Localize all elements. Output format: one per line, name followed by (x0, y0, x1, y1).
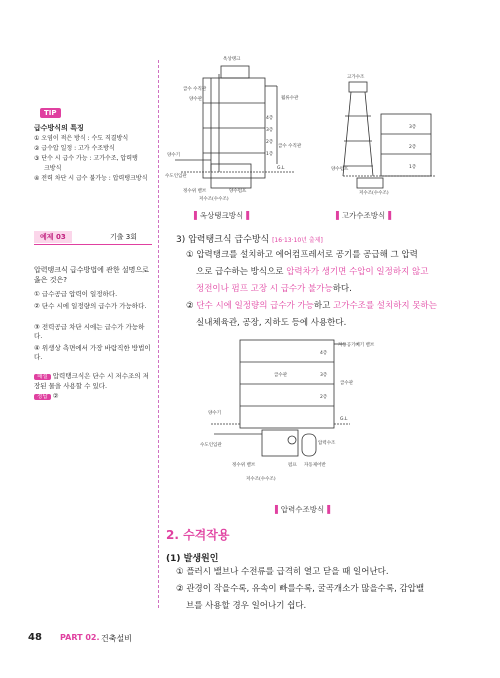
fig3-caption: ▌압력수조방식▐ (275, 505, 331, 514)
fig1-label: 정수위 밸브 (183, 189, 207, 194)
fig1-caption: ▌옥상탱크방식▐ (194, 211, 250, 220)
example-count: 기출 3회 (110, 233, 137, 241)
fig2-label: 1층 (409, 165, 417, 170)
fig3-label: G.L (340, 417, 348, 422)
section3-title: 3) 압력탱크식 급수방식 [16·13·10년 출제] (176, 235, 323, 245)
tip-item: ④ 전력 차단 시 급수 불가능 : 압력탱크방식 (34, 175, 148, 182)
tip-item: 크방식 (44, 165, 62, 172)
footer-part: PART 02. (60, 633, 100, 642)
example-option: ② 단수 시에 일정량의 급수가 가능하다. (34, 302, 147, 310)
tip-title: 급수방식의 특징 (34, 124, 84, 132)
rooftop-tank-icon (221, 66, 249, 78)
fig3-label: 급수관 (340, 381, 354, 386)
tip-item: ② 급수압 일정 : 고가 수조방식 (34, 145, 115, 152)
column-divider (158, 60, 159, 608)
example-option: ③ 전력공급 차단 시에는 급수가 가능하다. (34, 323, 145, 340)
tip-item: ③ 단수 시 급수 가능 : 고가수조, 압력탱 (34, 155, 138, 162)
example-explanation (34, 372, 152, 391)
fig1-label: 급수 수직관 (278, 144, 302, 149)
explain-tag: 해설 (34, 374, 51, 380)
footer-title: 건축설비 (101, 634, 132, 643)
fig3-label: 급수관 (274, 373, 288, 378)
fig2-label: 양수펌프 (331, 167, 349, 172)
fig3-label: 압력수조 (318, 441, 336, 446)
fig2-label: 3층 (409, 125, 417, 130)
elevated-tank-icon (349, 82, 367, 92)
fig1-label: 양수관 (189, 97, 203, 102)
fig2-label: 2층 (409, 145, 417, 150)
fig1-label: 4층 (266, 116, 274, 121)
fig3-label: 저수조(수수조) (246, 477, 276, 482)
fig1-label: 수도인입관 (165, 174, 187, 179)
fig3-label: 자동공기빼기 밸브 (338, 343, 375, 348)
rooftop-tank-diagram (165, 44, 315, 212)
fig3-label: 수도인입관 (200, 443, 222, 448)
fig3-label: 정수위 밸브 (232, 463, 256, 468)
fig3-label: 펌프 (288, 463, 297, 468)
pressure-tank-diagram (200, 334, 380, 502)
section2-subtitle: (1) 발생원인 (166, 554, 219, 564)
example-question: 압력탱크식 급수방법에 관한 설명으로 옳은 것은? (34, 266, 149, 284)
fig1-label: 1층 (266, 152, 274, 157)
fig1-label: 옥상탱크 (223, 57, 241, 62)
elevated-tank-diagram (325, 66, 445, 196)
tip-badge: TIP (40, 108, 61, 118)
fig1-label: G.L (277, 166, 285, 171)
tip-item: ① 오염이 적은 방식 : 수도 직결방식 (34, 135, 129, 142)
fig1-label: 양수펌프 (229, 189, 247, 194)
fig1-label: 3층 (266, 128, 274, 133)
fig2-caption: ▌고가수조방식▐ (336, 211, 392, 220)
answer-tag: 정답 (34, 394, 51, 400)
fig3-label: 자동제어반 (304, 463, 326, 468)
explain-text: 압력탱크식은 단수 시 저수조의 저장된 물을 사용할 수 있다. (34, 372, 149, 390)
fig1-label: 저수조(수수조) (199, 197, 229, 202)
fig3-label: 3층 (320, 373, 328, 378)
section3-paragraph: ① 압력탱크를 설치하고 에어컴프레서로 공기를 공급해 그 압력 으로 급수하는 방식으로 압력차가 생기면 수압이 일정하지 않고 정전이나 펌프 고장 시 급수가 불가능하다. ② 단수 시에 일정량의 급수가 가능하고 고가수조를 설치하지 못하는 실내체육관, 공장, 지하도 등에 사용한다. (186, 250, 437, 328)
section2-paragraph: ① 플러시 밸브나 수전류를 급격히 열고 닫을 때 일어난다. ② 관경이 작을수록, 유속이 빠를수록, 굴곡개소가 많을수록, 감압밸 브를 사용할 경우 일어나기 쉽다. (176, 567, 425, 611)
fig1-label: 2층 (266, 140, 274, 145)
example-option: ① 급수공급 압력이 일정하다. (34, 290, 118, 298)
fig3-label: 양수기 (208, 411, 222, 416)
fig1-label: 양수기 (167, 153, 181, 158)
answer-value: ② (52, 392, 59, 400)
fig2-label: 고가수조 (347, 75, 365, 80)
fig1-label: 급수 수직관 (183, 87, 207, 92)
fig3-label: 2층 (320, 395, 328, 400)
page-number: 48 (28, 632, 42, 643)
section2-title: 2. 수격작용 (166, 528, 230, 542)
fig3-label: 4층 (320, 351, 328, 356)
example-label: 예제 03 (34, 231, 72, 243)
example-option: ④ 위생상 측면에서 가장 바람직한 방법이다. (34, 344, 151, 361)
pressure-tank-icon (302, 434, 316, 456)
fig1-label: 월류수관 (281, 96, 299, 101)
fig2-label: 저수조(수수조) (359, 191, 389, 196)
example-answer (34, 392, 59, 400)
